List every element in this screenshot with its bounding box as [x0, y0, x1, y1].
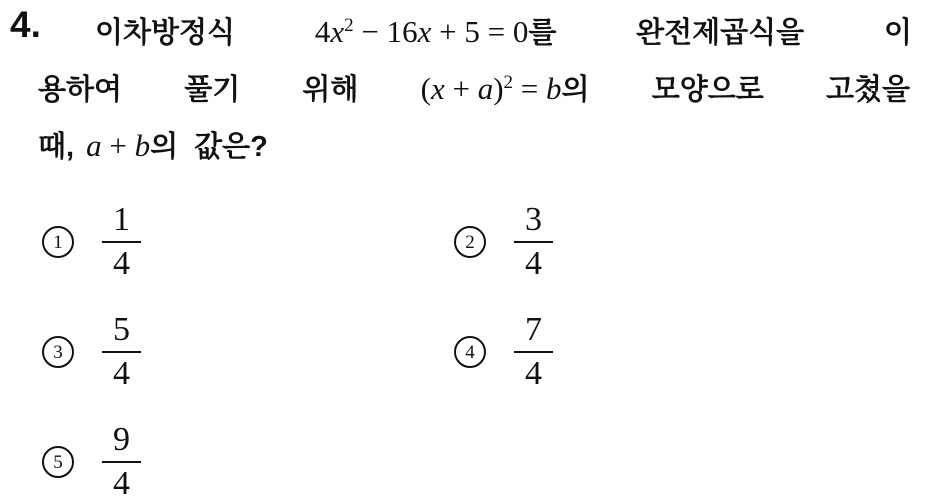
math-token: + 5 = 0 — [431, 14, 529, 49]
fraction-bar — [514, 351, 553, 353]
fraction-bar — [102, 241, 141, 243]
equation-square-form — [421, 67, 590, 108]
fraction-bar — [102, 461, 141, 463]
korean-word: 때, — [38, 131, 75, 163]
answer-options-grid — [0, 187, 930, 504]
option-2-number: 2 — [465, 231, 475, 253]
option-1-circled-number — [42, 226, 74, 258]
math-variable-a: a — [477, 71, 494, 106]
option-5-number: 5 — [53, 451, 63, 473]
equation-a-plus-b — [86, 128, 179, 163]
option-4-fraction — [514, 312, 553, 392]
fraction-numerator: 3 — [525, 200, 542, 238]
fraction-denominator: 4 — [113, 355, 130, 392]
fraction-numerator: 9 — [113, 420, 130, 458]
math-variable-x: x — [417, 14, 432, 49]
option-3 — [0, 297, 450, 407]
option-2-circled-number — [454, 226, 486, 258]
question-text-line-1 — [95, 10, 912, 51]
math-exponent: 2 — [503, 72, 514, 93]
option-4-number: 4 — [465, 341, 475, 363]
option-3-fraction — [102, 312, 141, 392]
option-2 — [450, 187, 930, 297]
korean-word: 풀기 — [184, 74, 241, 106]
option-5 — [0, 407, 450, 504]
korean-particle: 를 — [528, 17, 557, 49]
fraction-numerator: 1 — [113, 200, 130, 238]
korean-word: 이 — [883, 17, 912, 49]
math-token: ( — [420, 71, 431, 106]
option-1-number: 1 — [53, 231, 63, 253]
korean-word: 고쳤을 — [825, 74, 910, 106]
option-4 — [450, 297, 930, 407]
fraction-numerator: 5 — [113, 310, 130, 348]
math-token: ) — [493, 71, 504, 106]
fraction-bar — [514, 241, 553, 243]
fraction-denominator: 4 — [113, 465, 130, 502]
option-3-circled-number — [42, 336, 74, 368]
korean-word: 완전제곱식을 — [636, 17, 805, 49]
fraction-denominator: 4 — [525, 355, 542, 392]
korean-word: 모양으로 — [651, 74, 764, 106]
question-number: 4. — [10, 4, 41, 45]
question-text-line-3 — [38, 124, 268, 165]
math-variable-x: x — [430, 71, 445, 106]
option-5-fraction — [102, 422, 141, 502]
math-variable-a: a — [86, 128, 102, 163]
math-token: = — [513, 71, 547, 106]
fraction-bar — [102, 351, 141, 353]
math-token: + — [444, 71, 478, 106]
math-token: − 16 — [353, 14, 418, 49]
korean-word: 위해 — [302, 74, 359, 106]
option-4-circled-number — [454, 336, 486, 368]
option-5-circled-number — [42, 446, 74, 478]
fraction-denominator: 4 — [525, 245, 542, 282]
korean-particle: 의 — [561, 74, 590, 106]
math-variable-b: b — [546, 71, 562, 106]
question-text-line-2 — [38, 67, 910, 108]
korean-particle: 의 — [150, 131, 179, 163]
option-2-fraction — [514, 202, 553, 282]
option-3-number: 3 — [53, 341, 63, 363]
korean-word: 이차방정식 — [95, 17, 236, 49]
math-variable-x: x — [330, 14, 345, 49]
korean-word: 용하여 — [38, 74, 123, 106]
korean-word: 값은? — [194, 131, 268, 163]
math-token: 4 — [314, 14, 331, 49]
math-token: + — [101, 128, 135, 163]
equation-quadratic — [315, 10, 557, 51]
math-variable-b: b — [134, 128, 151, 163]
fraction-denominator: 4 — [113, 245, 130, 282]
math-exponent: 2 — [344, 15, 354, 36]
fraction-numerator: 7 — [525, 310, 542, 348]
option-1-fraction — [102, 202, 141, 282]
option-1 — [0, 187, 450, 297]
